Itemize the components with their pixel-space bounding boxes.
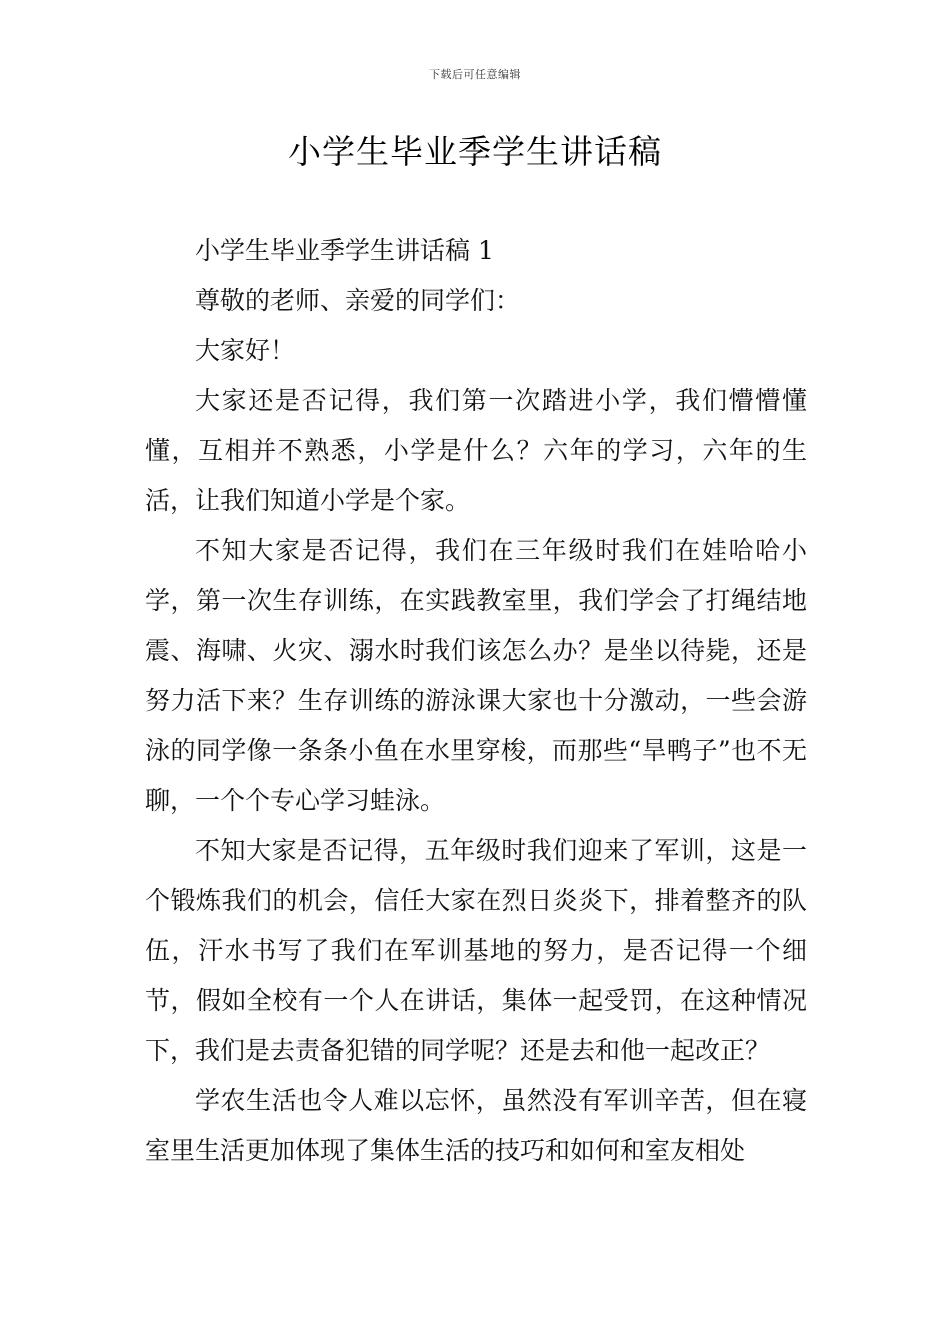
paragraph: 不知大家是否记得，我们在三年级时我们在娃哈哈小学，第一次生存训练，在实践教室里，我们学会了打绳结地震、海啸、火灾、溺水时我们该怎么办？是坐以待毙，还是努力活下来？生存训练的游泳课大家也十分激动，一些会游泳的同学像一条条小鱼在水里穿梭，而那些“旱鸭子”也不无聊，一个个专心学习蛙泳。 (145, 536, 807, 815)
paragraph: 学农生活也令人难以忘怀，虽然没有军训辛苦，但在寝室里生活更加体现了集体生活的技巧和如何和室友相处 (145, 1086, 807, 1165)
document-title: 小学生毕业季学生讲话稿 (288, 132, 662, 171)
document-body (145, 226, 807, 1176)
paragraph-salutation: 尊敬的老师、亲爱的同学们： (195, 286, 521, 315)
page-header-note: 下载后可任意编辑 (429, 68, 521, 81)
paragraph-subtitle: 小学生毕业季学生讲话稿 1 (195, 236, 494, 265)
paragraph: 大家还是否记得，我们第一次踏进小学，我们懵懵懂懂，互相并不熟悉，小学是什么？六年的学习，六年的生活，让我们知道小学是个家。 (145, 386, 807, 515)
paragraph-greeting: 大家好！ (195, 336, 296, 365)
paragraph: 不知大家是否记得，五年级时我们迎来了军训，这是一个锻炼我们的机会，信任大家在烈日炎炎下，排着整齐的队伍，汗水书写了我们在军训基地的努力，是否记得一个细节，假如全校有一个人在讲话，集体一起受罚，在这种情况下，我们是去责备犯错的同学呢？还是去和他一起改正？ (145, 836, 807, 1065)
